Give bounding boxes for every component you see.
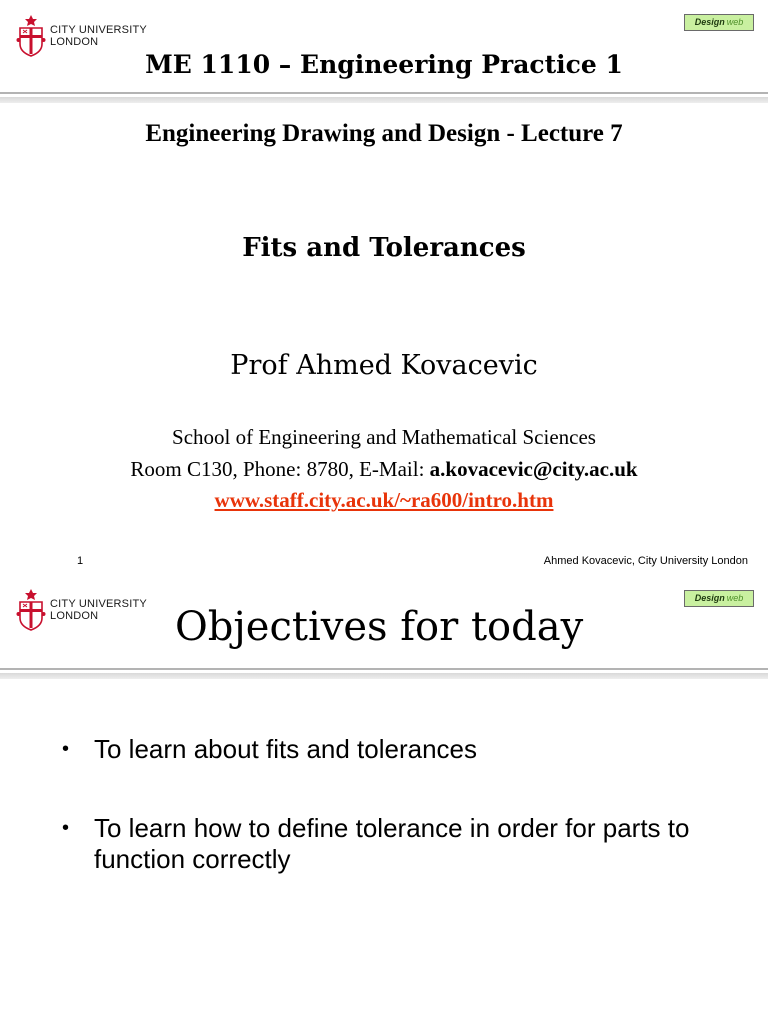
email-address[interactable]: a.kovacevic@city.ac.uk — [429, 457, 638, 481]
header-rule-bottom — [0, 673, 768, 679]
logo-line-2: LONDON — [50, 36, 99, 48]
lecture-title: Engineering Drawing and Design - Lecture 7 — [145, 120, 623, 147]
header-rule-bottom — [0, 97, 768, 103]
design-web-badge — [684, 14, 754, 31]
logo-line-2: LONDON — [50, 610, 99, 622]
bullet-icon: • — [62, 817, 70, 839]
contact-prefix: Room C130, Phone: 8780, E-Mail: — [130, 457, 430, 481]
logo-wordmark — [50, 24, 147, 48]
author-name: Prof Ahmed Kovacevic — [230, 350, 538, 381]
objectives-list — [62, 734, 722, 923]
bullet-text: To learn how to define tolerance in order for parts to function correctly — [94, 813, 690, 874]
course-title: ME 1110 – Engineering Practice 1 — [145, 50, 623, 79]
course-url-link[interactable]: www.staff.city.ac.uk/~ra600/intro.htm — [214, 488, 554, 512]
badge-design-text: Design — [694, 593, 725, 603]
logo-line-1: CITY UNIVERSITY — [50, 24, 147, 36]
badge-design-text: Design — [694, 17, 725, 27]
department: School of Engineering and Mathematical Sciences — [172, 425, 596, 449]
list-item — [62, 734, 722, 765]
badge-web-text: web — [726, 17, 744, 27]
slide-title: Objectives for today — [175, 604, 584, 650]
contact-line — [0, 457, 768, 482]
design-web-badge — [684, 590, 754, 607]
header-rule-top — [0, 668, 768, 670]
slide-footer: Ahmed Kovacevic, City University London — [543, 555, 748, 567]
bullet-text: To learn about fits and tolerances — [94, 734, 478, 764]
badge-web-text: web — [726, 593, 744, 603]
objectives-slide — [0, 576, 768, 1024]
page-number: 1 — [77, 555, 84, 567]
city-university-logo — [16, 588, 147, 632]
list-item — [62, 813, 722, 875]
topic-title: Fits and Tolerances — [242, 233, 526, 263]
logo-line-1: CITY UNIVERSITY — [50, 598, 147, 610]
bullet-icon: • — [62, 738, 70, 760]
logo-wordmark — [50, 598, 147, 622]
university-crest-icon — [16, 588, 46, 632]
header-rule-top — [0, 92, 768, 94]
